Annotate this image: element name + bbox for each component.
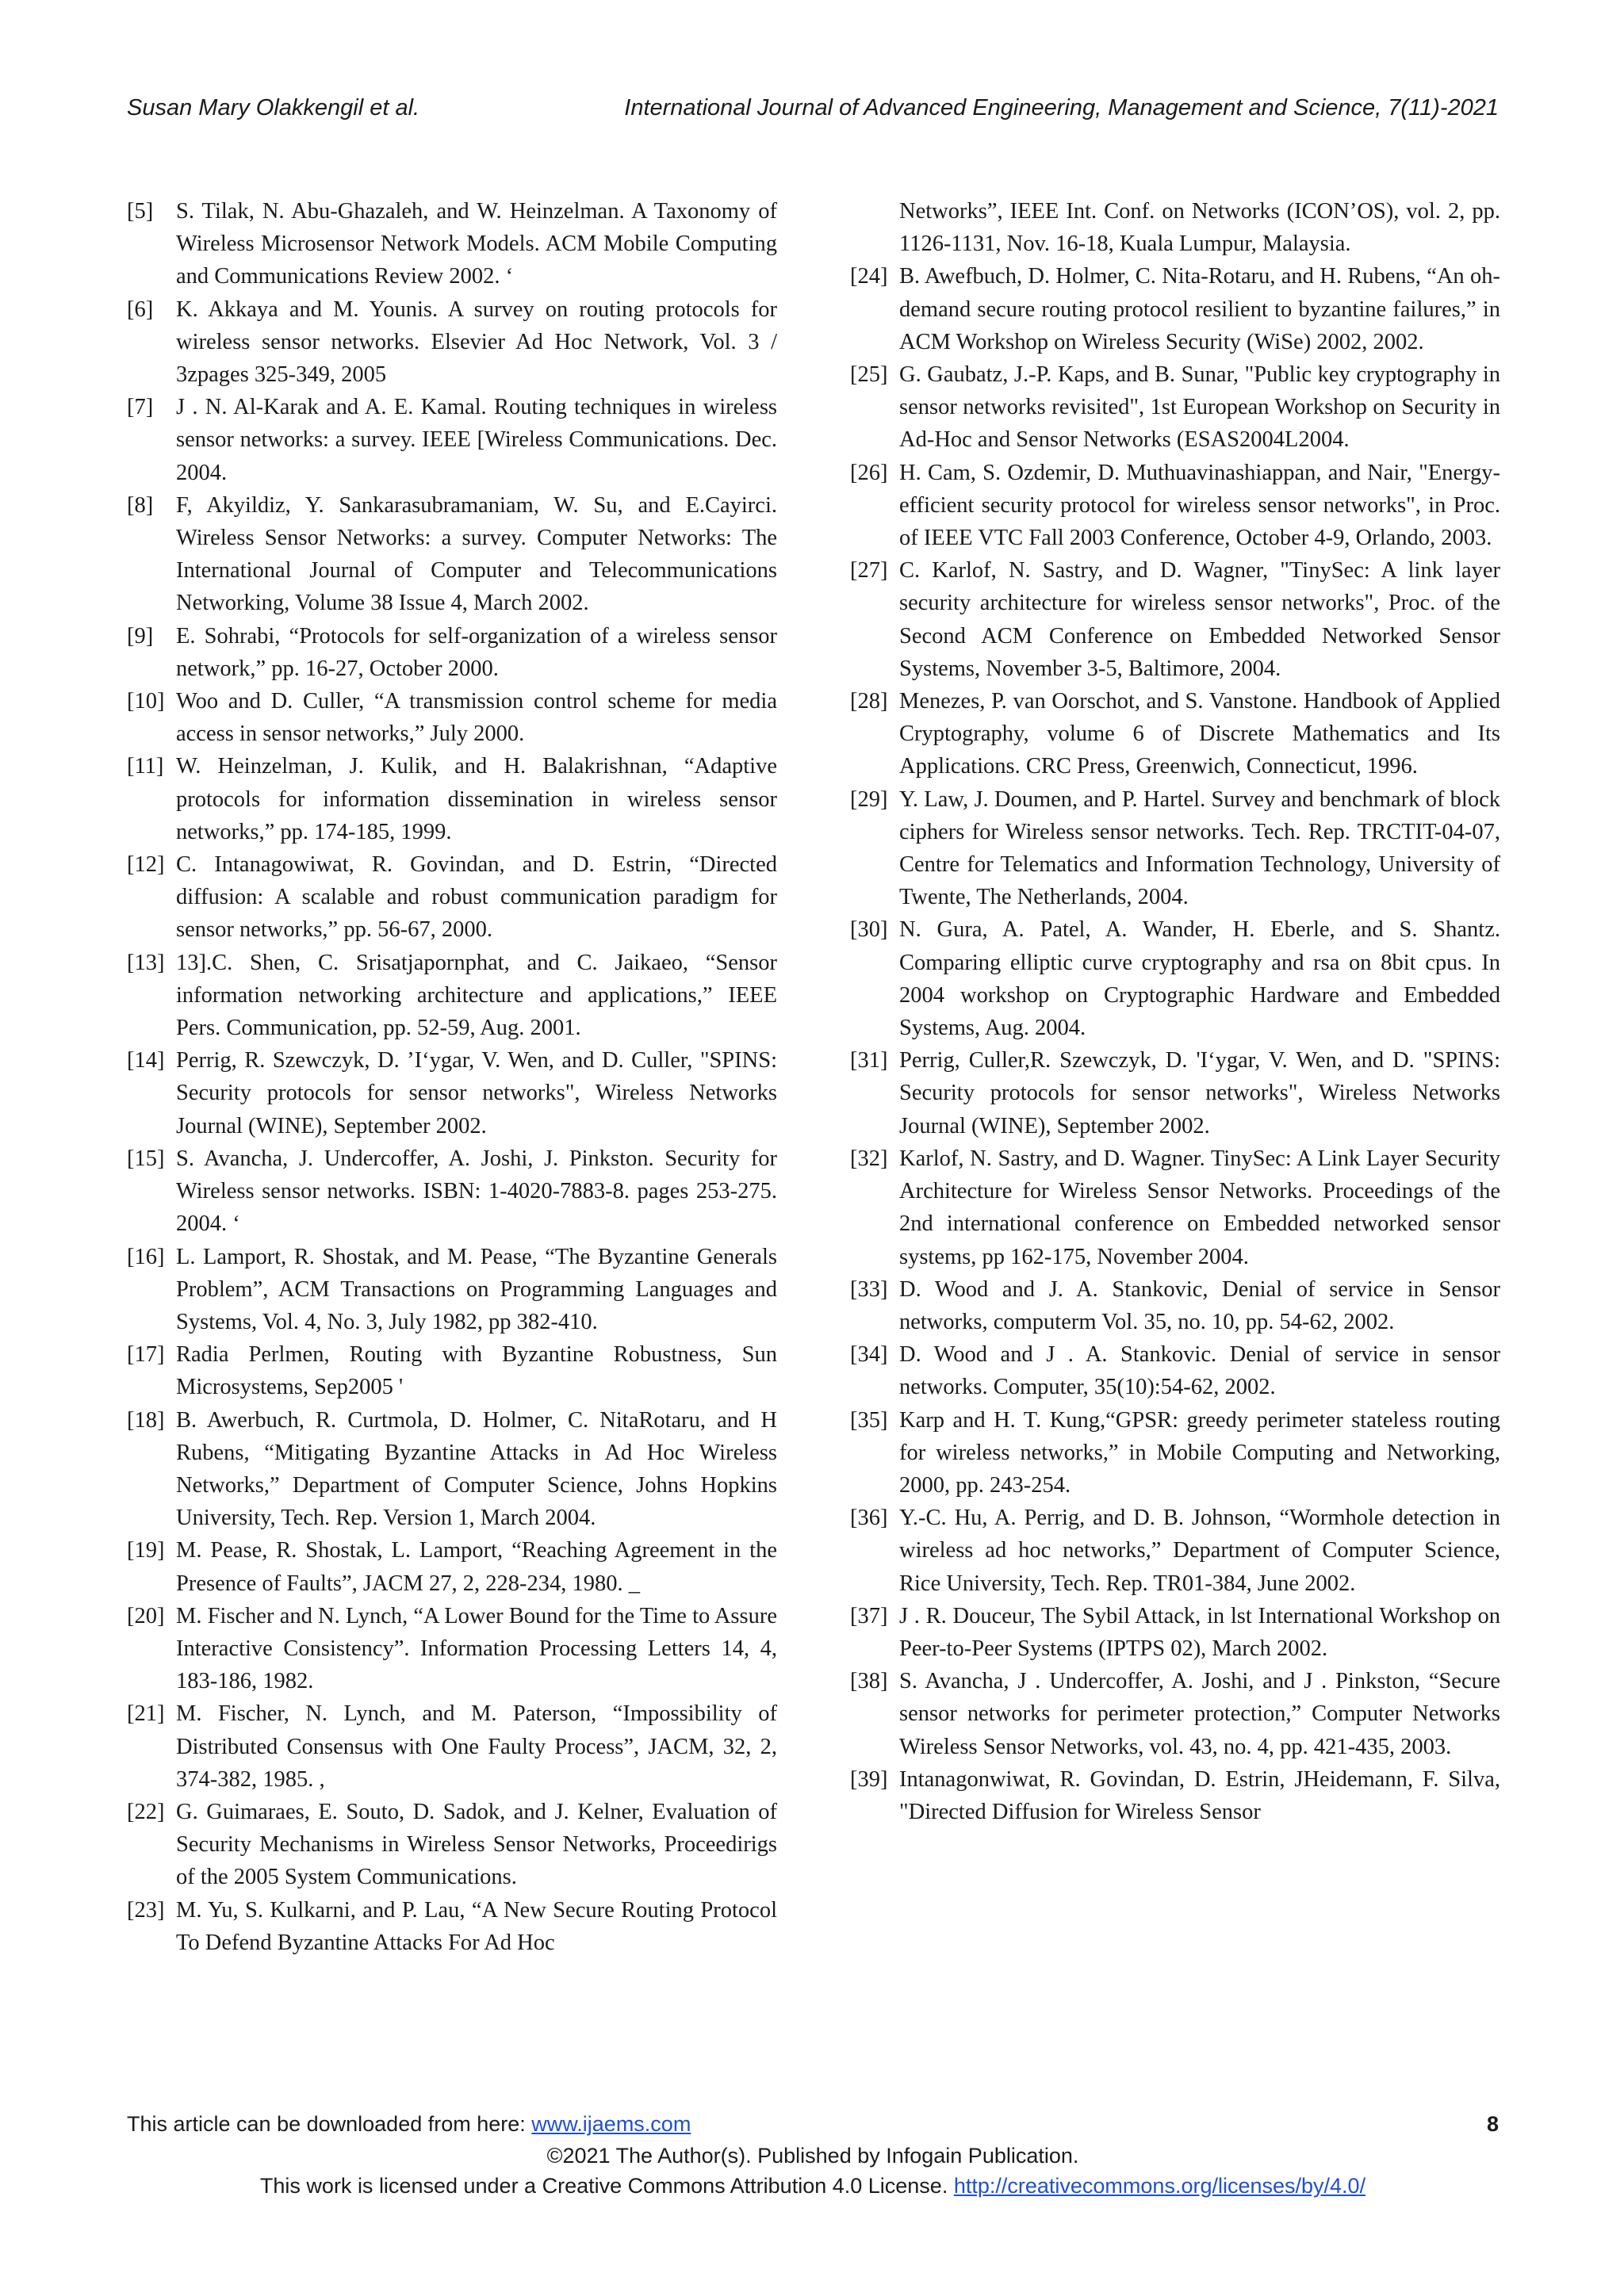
reference-item	[850, 1142, 1500, 1273]
reference-text: L. Lamport, R. Shostak, and M. Pease, “The Byzantine Generals Problem”, ACM Transactions on Programming Languages and Systems, Vol. 4, No. 3, July 1982, pp 382-410.	[176, 1244, 777, 1334]
reference-item	[850, 1502, 1500, 1600]
reference-text: Y. Law, J. Doumen, and P. Hartel. Survey and benchmark of block ciphers for Wireless sensor networks. Tech. Rep. TRCTIT-04-07, Centre for Telematics and Information Technology, University of Twente, The Netherlands, 2004.	[899, 786, 1500, 910]
references-left-column	[127, 195, 777, 1959]
reference-item	[850, 554, 1500, 685]
reference-item	[127, 685, 777, 750]
journal-website-link[interactable]: www.ijaems.com	[531, 2112, 691, 2136]
reference-item	[127, 391, 777, 489]
reference-item	[127, 1796, 777, 1894]
reference-item	[850, 1044, 1500, 1142]
reference-number: [20]	[127, 1603, 165, 1628]
page-number: 8	[1486, 2112, 1499, 2136]
reference-number: [9]	[127, 623, 154, 649]
reference-text: M. Yu, S. Kulkarni, and P. Lau, “A New Secure Routing Protocol To Defend Byzantine Attacks For Ad Hoc	[176, 1897, 777, 1955]
reference-text: J . R. Douceur, The Sybil Attack, in lst International Workshop on Peer-to-Peer Systems (IPTPS 02), March 2002.	[899, 1603, 1500, 1661]
reference-text: D. Wood and J . A. Stankovic. Denial of service in sensor networks. Computer, 35(10):54-62, 2002.	[899, 1342, 1500, 1400]
reference-item	[850, 457, 1500, 555]
reference-item	[850, 913, 1500, 1044]
reference-item	[850, 1273, 1500, 1338]
reference-item	[127, 750, 777, 848]
reference-text: C. Intanagowiwat, R. Govindan, and D. Estrin, “Directed diffusion: A scalable and robust communication paradigm for sensor networks,” pp. 56-67, 2000.	[176, 852, 777, 943]
reference-number: [22]	[127, 1799, 165, 1824]
reference-item	[850, 1665, 1500, 1763]
reference-text: Karp and H. T. Kung,“GPSR: greedy perimeter stateless routing for wireless networks,” in Mobile Computing and Networking, 2000, pp. 243-254.	[899, 1407, 1500, 1498]
reference-text: Radia Perlmen, Routing with Byzantine Robustness, Sun Microsystems, Sep2005 '	[176, 1342, 777, 1400]
reference-number: [38]	[850, 1669, 888, 1694]
reference-text: M. Pease, R. Shostak, L. Lamport, “Reaching Agreement in the Presence of Faults”, JACM 27, 2, 228-234, 1980. _	[176, 1538, 777, 1596]
reference-number: [29]	[850, 786, 888, 812]
reference-text: Y.-C. Hu, A. Perrig, and D. B. Johnson, “Wormhole detection in wireless ad hoc networks,” Department of Computer Science, Rice University, Tech. Rep. TR01-384, June 2002.	[899, 1506, 1500, 1596]
reference-text: G. Guimaraes, E. Souto, D. Sadok, and J. Kelner, Evaluation of Security Mechanisms in Wireless Sensor Networks, Proceedirigs of the 2005 System Communications.	[176, 1799, 777, 1890]
reference-item	[127, 195, 777, 293]
reference-item	[850, 1600, 1500, 1665]
reference-item	[127, 620, 777, 685]
reference-text: S. Tilak, N. Abu-Ghazaleh, and W. Heinzelman. A Taxonomy of Wireless Microsensor Network Models. ACM Mobile Computing and Communications Review 2002. ‘	[176, 199, 777, 289]
license-link[interactable]: http://creativecommons.org/licenses/by/4.0/	[953, 2174, 1366, 2198]
reference-text: E. Sohrabi, “Protocols for self-organization of a wireless sensor network,” pp. 16-27, October 2000.	[176, 623, 777, 681]
header-journal-title: International Journal of Advanced Engineering, Management and Science, 7(11)-2021	[624, 95, 1499, 121]
reference-item	[850, 260, 1500, 358]
reference-text: Networks”, IEEE Int. Conf. on Networks (ICON’OS), vol. 2, pp. 1126-1131, Nov. 16-18, Kuala Lumpur, Malaysia.	[899, 199, 1500, 257]
reference-number: [39]	[850, 1766, 888, 1792]
reference-item	[127, 293, 777, 392]
reference-number: [35]	[850, 1407, 888, 1433]
reference-number: [14]	[127, 1048, 165, 1073]
reference-number: [5]	[127, 199, 154, 224]
footer-license-line	[127, 2174, 1499, 2198]
reference-item	[127, 1697, 777, 1796]
reference-number: [7]	[127, 395, 154, 420]
header-authors: Susan Mary Olakkengil et al.	[127, 95, 420, 121]
reference-number: [21]	[127, 1701, 165, 1727]
reference-number: [11]	[127, 754, 164, 779]
reference-number: [15]	[127, 1146, 165, 1171]
reference-number: [16]	[127, 1244, 165, 1269]
reference-number: [33]	[850, 1276, 888, 1302]
reference-text: G. Gaubatz, J.-P. Kaps, and B. Sunar, "Public key cryptography in sensor networks revisited", 1st European Workshop on Security in Ad-Hoc and Sensor Networks (ESAS2004L2004.	[899, 362, 1500, 453]
reference-number: [26]	[850, 460, 888, 485]
reference-item	[127, 1404, 777, 1535]
reference-number: [34]	[850, 1342, 888, 1368]
footer-download-line	[127, 2112, 1499, 2137]
reference-item	[127, 1044, 777, 1142]
reference-text: D. Wood and J. A. Stankovic, Denial of service in Sensor networks, computerm Vol. 35, no. 10, pp. 54-62, 2002.	[899, 1276, 1500, 1334]
reference-number: [32]	[850, 1146, 888, 1171]
reference-number: [8]	[127, 492, 154, 518]
reference-text: M. Fischer, N. Lynch, and M. Paterson, “Impossibility of Distributed Consensus with One Faulty Process”, JACM, 32, 2, 374-382, 1985. ,	[176, 1701, 777, 1792]
reference-item	[850, 1763, 1500, 1828]
reference-item	[127, 947, 777, 1045]
reference-number: [18]	[127, 1407, 165, 1433]
reference-number: [37]	[850, 1603, 888, 1628]
reference-number: [6]	[127, 297, 154, 322]
reference-number: [36]	[850, 1506, 888, 1531]
reference-item	[850, 783, 1500, 914]
reference-text: B. Awefbuch, D. Holmer, C. Nita-Rotaru, and H. Rubens, “An oh-demand secure routing protocol resilient to byzantine failures,” in ACM Workshop on Wireless Security (WiSe) 2002, 2002.	[899, 264, 1500, 354]
reference-number: [25]	[850, 362, 888, 388]
reference-number: [17]	[127, 1342, 165, 1368]
reference-number: [27]	[850, 558, 888, 584]
reference-text: H. Cam, S. Ozdemir, D. Muthuavinashiappan, and Nair, "Energy-efficient security protocol for wireless sensor networks", in Proc. of IEEE VTC Fall 2003 Conference, October 4-9, Orlando, 2003.	[899, 460, 1500, 551]
reference-text: N. Gura, A. Patel, A. Wander, H. Eberle, and S. Shantz. Comparing elliptic curve cryptography and rsa on 8bit cpus. In 2004 workshop on Cryptographic Hardware and Embedded Systems, Aug. 2004.	[899, 917, 1500, 1041]
reference-number: [28]	[850, 689, 888, 714]
reference-number: [31]	[850, 1048, 888, 1073]
running-header	[127, 95, 1499, 130]
reference-text: C. Karlof, N. Sastry, and D. Wagner, "TinySec: A link layer security architecture for wireless sensor networks", Proc. of the Second ACM Conference on Embedded Networked Sensor Systems, November 3-5, Baltimore, 2004.	[899, 558, 1500, 681]
reference-text: S. Avancha, J . Undercoffer, A. Joshi, and J . Pinkston, “Secure sensor networks for perimeter protection,” Computer Networks Wireless Sensor Networks, vol. 43, no. 4, pp. 421-435, 2003.	[899, 1669, 1500, 1759]
reference-item	[127, 489, 777, 620]
reference-number: [13]	[127, 950, 165, 975]
reference-item	[850, 1338, 1500, 1403]
reference-number: [24]	[850, 264, 888, 289]
footer-license-prefix: This work is licensed under a Creative Commons Attribution 4.0 License.	[259, 2174, 954, 2198]
reference-number: [10]	[127, 689, 165, 714]
reference-number: [23]	[127, 1897, 165, 1923]
reference-item	[127, 848, 777, 947]
reference-item	[127, 1600, 777, 1698]
reference-item	[127, 1241, 777, 1339]
reference-text: 13].C. Shen, C. Srisatjapornphat, and C. Jaikaeo, “Sensor information networking architecture and applications,” IEEE Pers. Communication, pp. 52-59, Aug. 2001.	[176, 950, 777, 1041]
reference-item	[850, 685, 1500, 783]
reference-item	[850, 1404, 1500, 1502]
reference-text: W. Heinzelman, J. Kulik, and H. Balakrishnan, “Adaptive protocols for information dissemination in wireless sensor networks,” pp. 174-185, 1999.	[176, 754, 777, 844]
reference-text: Karlof, N. Sastry, and D. Wagner. TinySec: A Link Layer Security Architecture for Wireless Sensor Networks. Proceedings of the 2nd international conference on Embedded networked sensor systems, pp 162-175, November 2004.	[899, 1146, 1500, 1269]
reference-item	[127, 1534, 777, 1599]
reference-text: Perrig, Culler,R. Szewczyk, D. 'I‘ygar, V. Wen, and D. "SPINS: Security protocols for sensor networks", Wireless Networks Journal (WINE), September 2002.	[899, 1048, 1500, 1138]
references-right-column	[850, 195, 1500, 1828]
reference-text: F, Akyildiz, Y. Sankarasubramaniam, W. Su, and E.Cayirci. Wireless Sensor Networks: a survey. Computer Networks: The International Journal of Computer and Telecommunications Networking, Volume 38 Issue 4, March 2002.	[176, 492, 777, 616]
reference-text: B. Awerbuch, R. Curtmola, D. Holmer, C. NitaRotaru, and H Rubens, “Mitigating Byzantine Attacks in Ad Hoc Wireless Networks,” Department of Computer Science, Johns Hopkins University, Tech. Rep. Version 1, March 2004.	[176, 1407, 777, 1531]
reference-text: S. Avancha, J. Undercoffer, A. Joshi, J. Pinkston. Security for Wireless sensor networks. ISBN: 1-4020-7883-8. pages 253-275. 2004. ‘	[176, 1146, 777, 1237]
footer-download-prefix: This article can be downloaded from here:	[127, 2112, 532, 2136]
reference-text: Perrig, R. Szewczyk, D. ’I‘ygar, V. Wen, and D. Culler, "SPINS: Security protocols for sensor networks", Wireless Networks Journal (WINE), September 2002.	[176, 1048, 777, 1138]
reference-number: [12]	[127, 852, 165, 878]
footer-copyright: ©2021 The Author(s). Published by Infogain Publication.	[546, 2144, 1079, 2168]
reference-text: J . N. Al-Karak and A. E. Kamal. Routing techniques in wireless sensor networks: a survey. IEEE [Wireless Communications. Dec. 2004.	[176, 395, 777, 485]
reference-text: K. Akkaya and M. Younis. A survey on routing protocols for wireless sensor networks. Elsevier Ad Hoc Network, Vol. 3 / 3zpages 325-349, 2005	[176, 297, 777, 388]
reference-text: Menezes, P. van Oorschot, and S. Vanstone. Handbook of Applied Cryptography, volume 6 of Discrete Mathematics and Its Applications. CRC Press, Greenwich, Connecticut, 1996.	[899, 689, 1500, 779]
reference-number: [30]	[850, 917, 888, 943]
reference-text: M. Fischer and N. Lynch, “A Lower Bound for the Time to Assure Interactive Consistency”. Information Processing Letters 14, 4, 183-186, 1982.	[176, 1603, 777, 1694]
reference-item	[127, 1894, 777, 1959]
reference-item	[127, 1338, 777, 1403]
reference-item	[850, 358, 1500, 457]
reference-text: Woo and D. Culler, “A transmission control scheme for media access in sensor networks,” July 2000.	[176, 689, 777, 747]
reference-text: Intanagonwiwat, R. Govindan, D. Estrin, JHeidemann, F. Silva, "Directed Diffusion for Wireless Sensor	[899, 1766, 1500, 1824]
reference-continuation	[850, 195, 1500, 260]
reference-number: [19]	[127, 1538, 165, 1563]
reference-item	[127, 1142, 777, 1241]
